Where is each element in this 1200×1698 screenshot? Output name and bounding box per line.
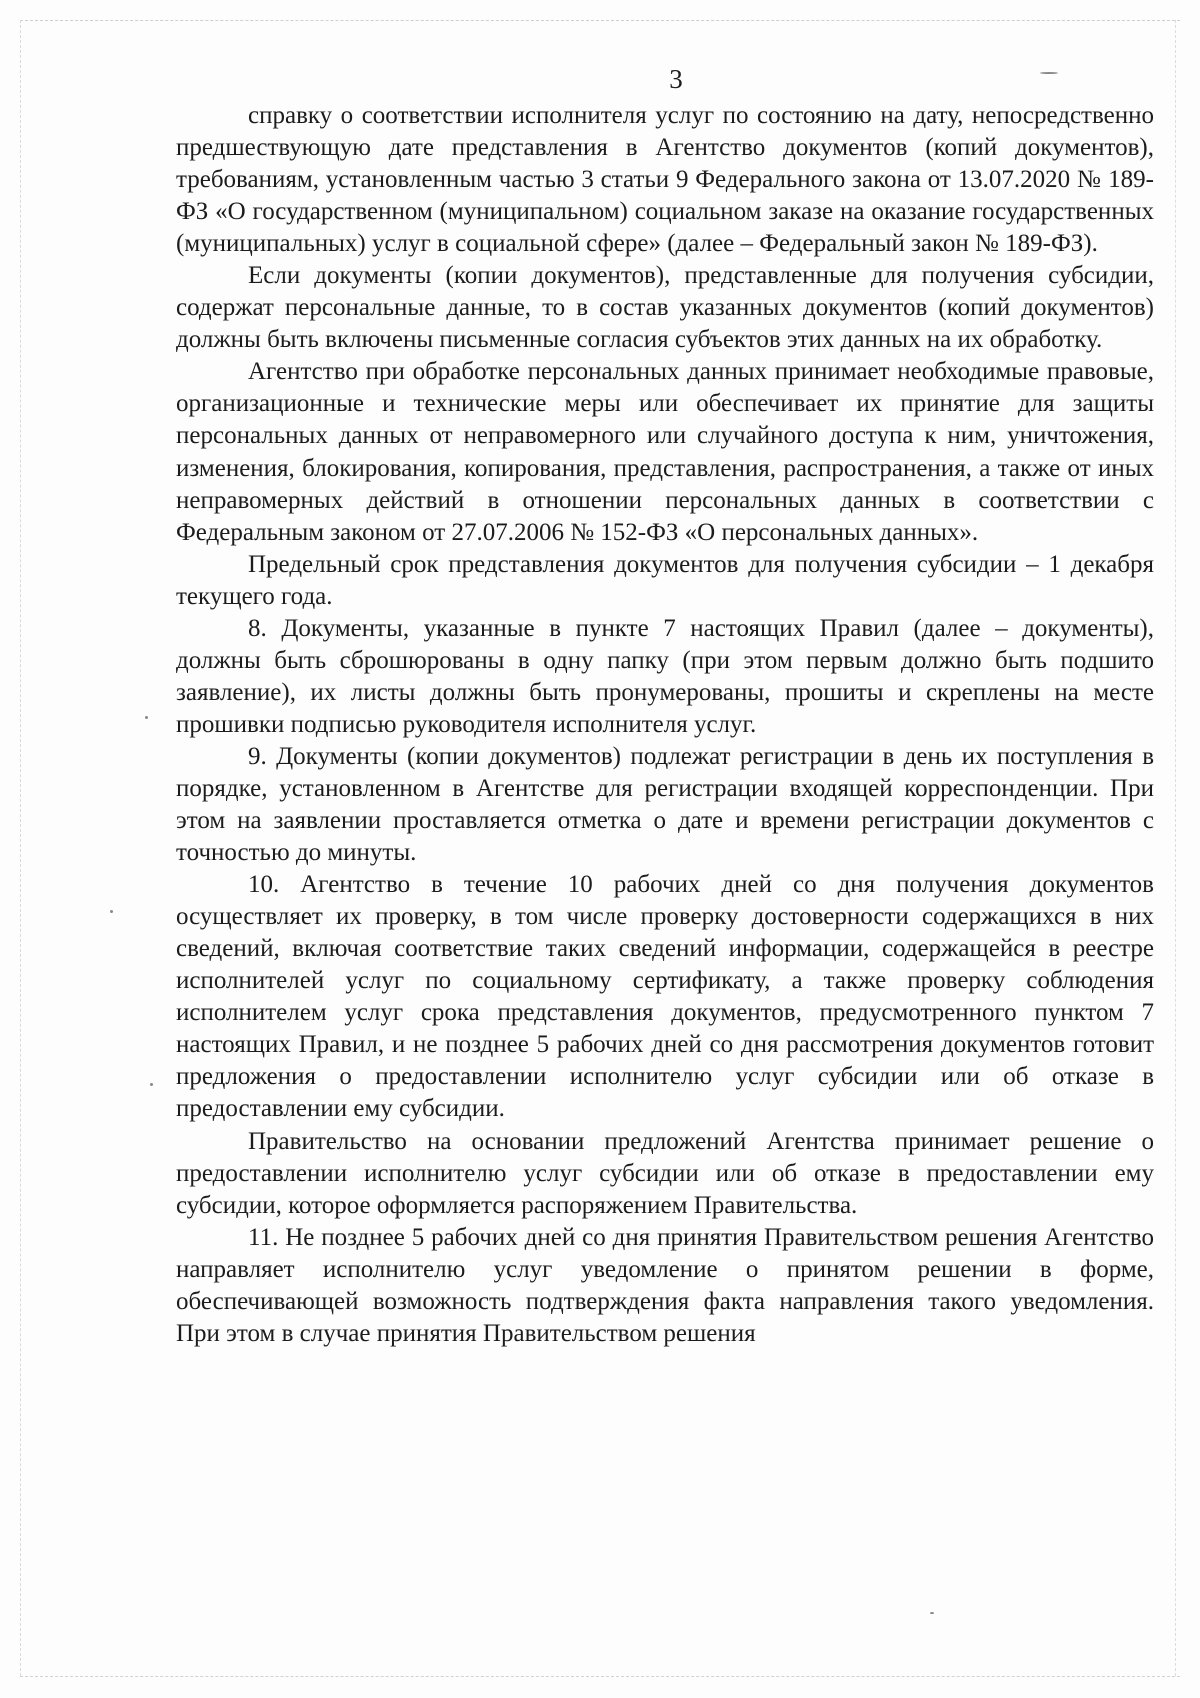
paragraph-item-11: 11. Не позднее 5 рабочих дней со дня принятия Правительством решения Агентство направляет исполнителю услуг уведомление о принятом решении в форме, обеспечивающей возможность подтверждения факта направления такого уведомления. При этом в случае принятия Правительством решения — [176, 1223, 1154, 1347]
paragraph-certificate-compliance: справку о соответствии исполнителя услуг по состоянию на дату, непосредственно предшествующую дате представления в Агентство документов (копий документов), требованиям, установленным частью 3 статьи 9 Федерального закона от 13.07.2020 № 189-ФЗ «О государственном (муниципальном) социальном заказе на оказание государственных (муниципальных) услуг в социальной сфере» (далее – Федеральный закон № 189-ФЗ). — [176, 102, 1154, 258]
paragraph-deadline: Предельный срок представления документов для получения субсидии – 1 декабря текущего года. — [176, 550, 1154, 610]
scan-speck — [930, 1612, 934, 1614]
paragraph-item-9: 9. Документы (копии документов) подлежат регистрации в день их поступления в порядке, установленном в Агентстве для регистрации входящей корреспонденции. При этом на заявлении проставляется отметка о дате и времени регистрации документов с точностью до минуты. — [176, 742, 1154, 867]
page-number: 3 — [669, 64, 683, 94]
scan-edge-top — [20, 20, 1180, 21]
paragraph-item-10: 10. Агентство в течение 10 рабочих дней со дня получения документов осуществляет их проверку, в том числе проверку достоверности содержащихся в них сведений, включая соответствие таких сведений информации, содержащейся в реестре исполнителей услуг по социальному сертификату, а также проверку соблюдения исполнителем услуг срока представления документов, предусмотренного пунктом 7 настоящих Правил, и не позднее 5 рабочих дней со дня рассмотрения документов готовит предложения о предоставлении исполнителю услуг субсидии или об отказе в предоставлении ему субсидии. — [176, 871, 1154, 1123]
scan-speck — [1040, 72, 1058, 74]
paragraph-personal-data-protection: Агентство при обработке персональных данных принимает необходимые правовые, организационные и технические меры или обеспечивает их принятие для защиты персональных данных от неправомерного или случайного доступа к ним, уничтожения, изменения, блокирования, копирования, представления, распространения, а также от иных неправомерных действий в отношении персональных данных в соответствии с Федеральным законом от 27.07.2006 № 152-ФЗ «О персональных данных». — [176, 358, 1154, 546]
paragraph-item-8: 8. Документы, указанные в пункте 7 настоящих Правил (далее – документы), должны быть сброшюрованы в одну папку (при этом первым должно быть подшито заявление), их листы должны быть пронумерованы, прошиты и скреплены на месте прошивки подписью руководителя исполнителя услуг. — [176, 614, 1154, 738]
scan-edge-bottom — [20, 1676, 1180, 1677]
scan-speck — [110, 910, 113, 913]
scan-edge-right — [1175, 20, 1176, 1676]
scan-speck — [150, 1083, 153, 1086]
scan-speck — [145, 716, 148, 719]
document-body — [176, 100, 1154, 1350]
paragraph-government-decision: Правительство на основании предложений Агентства принимает решение о предоставлении исполнителю услуг субсидии или об отказе в предоставлении ему субсидии, которое оформляется распоряжением Правительства. — [176, 1127, 1154, 1219]
paragraph-personal-data-consent: Если документы (копии документов), представленные для получения субсидии, содержат персональные данные, то в состав указанных документов (копий документов) должны быть включены письменные согласия субъектов этих данных на их обработку. — [176, 262, 1154, 354]
scan-edge-left — [20, 20, 21, 1676]
